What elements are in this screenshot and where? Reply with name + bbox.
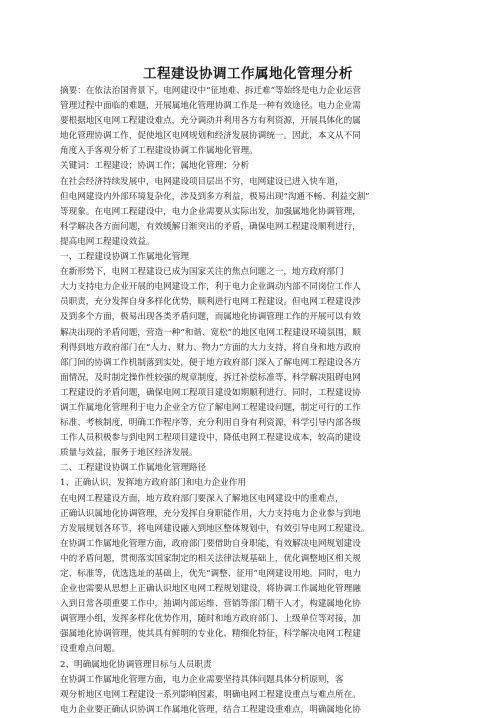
document-body <box>60 84 440 718</box>
text-line: 大力支持电力企业开展的电网建设工作，利于电力企业调动内部不同岗位工作人 <box>60 282 361 293</box>
text-line: 在新形势下，电网工程建设已成为国家关注的焦点问题之一，地方政府部门 <box>60 267 344 278</box>
text-line: 正确认识属地化协调管理，充分发挥自身职能作用，大力支持电力企业参与到地 <box>60 508 361 519</box>
text-line: 地化管理协调工作，促使地区电网规划和经济发展协调统一。因此，本文从不同 <box>60 131 361 142</box>
text-line: 摘要：在依法治国背景下，电网建设中“征地难、拆迁难”等始终是电力企业运营 <box>60 86 361 96</box>
text-line: 部门间的协调工作机制落到实处，便于地方政府部门深入了解电网工程建设各方 <box>60 357 361 368</box>
text-line: 中的矛盾问题，贯彻落实国家制定的相关法律法规基础上，优化调整地区相关规 <box>60 553 361 564</box>
text-line: 企业也需要从思想上正确认识地区电网工程规划建设，将协调工作属地化管理融 <box>60 584 361 595</box>
text-line: 1、正确认识，发挥地方政府部门和电力企业作用 <box>60 478 246 489</box>
text-line: 及到多个方面，极易出现各类矛盾问题，而属地化协调管理工作的开展可以有效 <box>60 312 361 323</box>
text-line: 强属地化协调管理，使其具有鲜明的专业化、精细化特征，科学解决电网工程建 <box>60 629 361 640</box>
text-line: 工程建设的矛盾问题，确保电网工程项目建设如期顺利进行。同时，工程建设协 <box>60 387 361 398</box>
text-line: 二、工程建设协调工作属地化管理路径 <box>60 463 207 474</box>
text-line: 2、明确属地化协调管理目标与人员职责 <box>60 659 212 670</box>
text-line: 提高电网工程建设效益。 <box>60 236 155 247</box>
text-line: 调工作属地化管理利于电力企业全方位了解电网工程建设问题，制定可行的工作 <box>60 402 361 413</box>
text-line: 在社会经济持续发展中，电网建设项目层出不穷，电网建设已进入快车道， <box>60 176 344 187</box>
text-line: 员职责，充分发挥自身多样化优势，顺利进行电网工程建设。但电网工程建设涉 <box>60 297 361 308</box>
text-line: 标准、考核制度，明确工作程序等，充分利用自身有利资源，科学引导内部各级 <box>60 418 361 429</box>
text-line: 电力企业要正确认识协调工作属地化管理，结合工程建设重难点，明确属地化协 <box>60 704 361 715</box>
text-line: 一、工程建设协调工作属地化管理 <box>60 252 189 263</box>
text-line: 科学解决各方面问题，有效缓解日渐突出的矛盾，确保电网工程建设顺利进行， <box>60 221 361 232</box>
text-line: 定、标准等，优选选址的基础上，优先“调整、征用”电网建设用地。同时，电力 <box>60 569 361 579</box>
text-line: 面情况，及时制定操作性较强的规章制度，拆迁补偿标准等，科学解决阻碍电网 <box>60 372 361 383</box>
text-line: 等现象。在电网工程建设中，电力企业需要从实际出发，加强属地化协调管理， <box>60 206 361 217</box>
text-line: 关键词：工程建设；协调工作；属地化管理；分析 <box>60 161 250 172</box>
text-line: 设重难点问题。 <box>60 644 121 655</box>
text-line: 方发展规划各环节，将电网建设融入到地区整体规划中，有效引导电网工程建设。 <box>60 523 370 534</box>
text-line: 在协调工作属地化管理方面，电力企业需要坚持具体问题具体分析原则，客 <box>60 674 344 685</box>
text-line: 观分析地区电网工程建设一系列影响因素，明确电网工程建设重点与难点所在。 <box>60 689 361 700</box>
text-line: 利得到地方政府部门在“人力、财力、物力”方面的大力支持，将自身和地方政府 <box>60 342 361 353</box>
text-line: 在电网工程建设方面，地方政府部门要深入了解地区电网建设中的重难点， <box>60 493 344 504</box>
text-line: 解决出现的矛盾问题，营造一种“和谐、宽松”的地区电网工程建设环境氛围，顺 <box>60 327 361 338</box>
text-line: 但电网建设内外部环境复杂化，涉及到多方利益，极易出现“沟通不畅、利益交割” <box>60 191 370 202</box>
text-line: 工作人员积极参与到电网工程项目建设中，降低电网工程建设成本，较高的建设 <box>60 433 361 444</box>
text-line: 要根据地区电网工程建设难点，充分调动并利用各方有利资源，开展具体化的属 <box>60 116 361 127</box>
text-line: 质量与效益，服务于地区经济发展。 <box>60 448 198 459</box>
text-line: 入到日常各项重要工作中，抽调内部运维、营销等部门精干人才，构建属地化协 <box>60 599 361 610</box>
text-line: 在协调工作属地化管理方面，政府部门要借助自身职能，有效解决电网规划建设 <box>60 538 361 549</box>
text-line: 角度入手客观分析了工程建设协调工作属地化管理。 <box>60 146 258 157</box>
document-title: 工程建设协调工作属地化管理分析 <box>143 66 353 82</box>
text-line: 管理过程中面临的难题，开展属地化管理协调工作是一种有效途径。电力企业需 <box>60 101 361 112</box>
text-line: 调管理小组，发挥多样化优势作用，随时和地方政府部门、上级单位等对接，加 <box>60 614 361 625</box>
